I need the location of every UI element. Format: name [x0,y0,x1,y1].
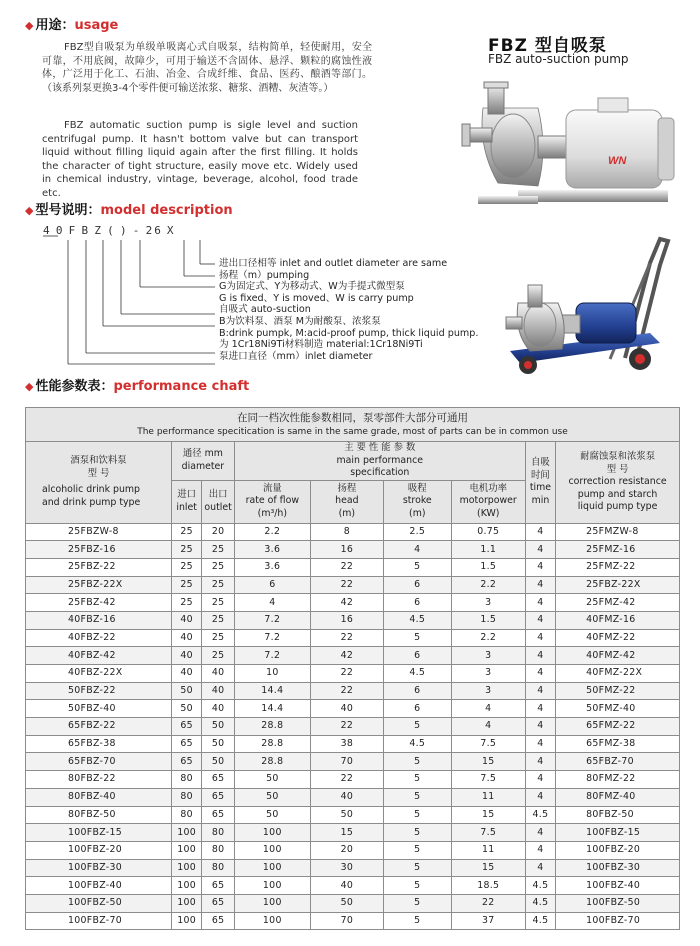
table-cell: 4.5 [525,894,555,912]
table-cell: 100FBZ-15 [26,824,172,842]
table-cell: 4 [525,753,555,771]
usage-heading: ◆ 用途：usage [25,18,119,33]
table-cell: 4 [525,665,555,683]
table-cell: 4 [525,629,555,647]
table-cell: 80FMZ-40 [556,788,680,806]
diamond-bullet-icon: ◆ [25,380,34,393]
table-cell: 4 [525,682,555,700]
table-cell: 50 [234,806,310,824]
table-cell: 16 [310,611,383,629]
table-row [26,682,680,700]
table-row [26,594,680,612]
table-cell: 25FBZ-22X [26,576,172,594]
table-cell: 3 [451,594,525,612]
table-cell: 25 [171,523,201,541]
table-cell: 70 [310,912,383,930]
table-cell: 8 [310,523,383,541]
table-cell: 50 [202,718,234,736]
legend-line: B为饮料泵、酒泵 M为耐酸泵、浓浆泵 [219,315,381,327]
table-cell: 50 [310,894,383,912]
table-cell: 40FBZ-16 [26,611,172,629]
table-cell: 65 [202,912,234,930]
table-cell: 65FBZ-70 [26,753,172,771]
table-cell: 40 [310,788,383,806]
table-row [26,629,680,647]
table-cell: 25FMZ-22 [556,558,680,576]
table-cell: 100FBZ-15 [556,824,680,842]
table-cell: 42 [310,594,383,612]
table-cell: 4 [525,523,555,541]
table-cell: 40FMZ-22X [556,665,680,683]
table-cell: 15 [451,753,525,771]
table-cell: 100 [234,877,310,895]
table-cell: 80 [171,788,201,806]
table-cell: 100 [234,841,310,859]
table-cell: 25 [202,541,234,559]
table-cell: 37 [451,912,525,930]
col-corrosion-type: 耐腐蚀泵和浓浆泵 型 号 correction resistance pump and starch liquid pump type [556,442,680,524]
table-cell: 25FMZ-42 [556,594,680,612]
table-cell: 7.2 [234,647,310,665]
col-drink-type: 酒泵和饮料泵 型 号 alcoholic drink pump and drink pump type [26,442,172,524]
table-cell: 15 [451,859,525,877]
table-cell: 28.8 [234,735,310,753]
table-cell: 40 [310,877,383,895]
table-cell: 10 [234,665,310,683]
table-cell: 4 [525,576,555,594]
table-cell: 11 [451,788,525,806]
table-cell: 100 [234,894,310,912]
table-cell: 5 [383,841,451,859]
table-cell: 50FMZ-22 [556,682,680,700]
legend-line: 自吸式 auto-suction [219,304,311,316]
table-cell: 25FBZ-22 [26,558,172,576]
table-cell: 7.5 [451,824,525,842]
table-cell: 70 [310,753,383,771]
table-cell: 80FBZ-40 [26,788,172,806]
diamond-bullet-icon: ◆ [25,204,34,217]
table-cell: 40 [171,629,201,647]
table-cell: 50 [234,771,310,789]
table-cell: 4 [525,541,555,559]
table-cell: 2.2 [451,576,525,594]
table-cell: 65FMZ-22 [556,718,680,736]
table-cell: 25 [202,611,234,629]
table-cell: 14.4 [234,700,310,718]
table-row [26,806,680,824]
table-cell: 100 [171,877,201,895]
table-cell: 65 [202,788,234,806]
table-cell: 4.5 [525,806,555,824]
table-cell: 0.75 [451,523,525,541]
performance-table [25,407,680,930]
table-row [26,576,680,594]
table-cell: 65FBZ-22 [26,718,172,736]
table-cell: 4 [525,788,555,806]
table-cell: 4 [525,558,555,576]
table-cell: 25FBZ-22X [556,576,680,594]
col-power: 电机功率 motorpower (KW) [451,480,525,523]
table-cell: 4 [451,718,525,736]
table-row [26,912,680,930]
col-stroke: 吸程 stroke (m) [383,480,451,523]
table-cell: 100 [171,894,201,912]
table-cell: 65 [202,877,234,895]
table-cell: 11 [451,841,525,859]
table-cell: 7.2 [234,611,310,629]
table-cell: 100FBZ-50 [26,894,172,912]
table-cell: 40FBZ-42 [26,647,172,665]
table-cell: 65 [202,894,234,912]
table-cell: 40 [202,700,234,718]
table-cell: 6 [383,647,451,665]
table-cell: 22 [310,629,383,647]
table-cell: 4 [525,841,555,859]
table-cell: 5 [383,877,451,895]
table-cell: 16 [310,541,383,559]
table-cell: 3 [451,647,525,665]
legend-line: G is fixed、Y is moved、W is carry pump [219,292,414,304]
table-cell: 25 [202,558,234,576]
table-cell: 100FBZ-20 [26,841,172,859]
table-cell: 4 [525,718,555,736]
table-cell: 7.5 [451,735,525,753]
table-cell: 18.5 [451,877,525,895]
table-cell: 5 [383,558,451,576]
table-cell: 4 [525,859,555,877]
table-cell: 100 [171,841,201,859]
table-cell: 14.4 [234,682,310,700]
col-time: 自吸 时间 time min [525,442,555,524]
table-cell: 25 [171,576,201,594]
table-cell: 1.1 [451,541,525,559]
table-cell: 100FBZ-50 [556,894,680,912]
table-cell: 20 [202,523,234,541]
table-cell: 25FMZW-8 [556,523,680,541]
table-note: 在同一档次性能参数相同，泵零部件大部分可通用 The performance specitication is same in the same grade, most of parts can be in common use [26,408,680,442]
table-cell: 50 [171,700,201,718]
table-cell: 5 [383,859,451,877]
col-head: 扬程 head (m) [310,480,383,523]
table-cell: 40FMZ-42 [556,647,680,665]
table-cell: 5 [383,824,451,842]
table-cell: 100FBZ-40 [556,877,680,895]
table-cell: 25FBZ-16 [26,541,172,559]
table-cell: 6 [383,594,451,612]
table-cell: 100FBZ-40 [26,877,172,895]
table-cell: 100 [234,859,310,877]
mobile-pump-image [500,233,680,383]
table-row [26,877,680,895]
table-cell: 65 [171,735,201,753]
table-cell: 3.6 [234,541,310,559]
table-cell: 4 [234,594,310,612]
table-cell: 40 [171,647,201,665]
table-cell: 40 [310,700,383,718]
table-cell: 28.8 [234,753,310,771]
table-cell: 80 [202,824,234,842]
table-cell: 4 [383,541,451,559]
table-row [26,718,680,736]
table-cell: 5 [383,753,451,771]
table-cell: 20 [310,841,383,859]
table-cell: 7.5 [451,771,525,789]
table-cell: 4.5 [525,912,555,930]
table-cell: 80 [202,859,234,877]
table-cell: 40FMZ-16 [556,611,680,629]
table-cell: 22 [310,682,383,700]
table-cell: 4.5 [525,877,555,895]
col-diameter: 通径 mm diameter [171,442,234,481]
table-cell: 30 [310,859,383,877]
table-cell: 22 [451,894,525,912]
table-row [26,824,680,842]
table-cell: 6 [234,576,310,594]
table-cell: 5 [383,771,451,789]
table-row [26,735,680,753]
legend-line: G为固定式、Y为移动式、W为手提式微型泵 [219,281,405,293]
table-cell: 100 [171,824,201,842]
legend-line: 泵进口直径（mm）inlet diameter [219,350,373,362]
table-cell: 1.5 [451,558,525,576]
table-cell: 100FBZ-70 [26,912,172,930]
model-heading: ◆ 型号说明：model description [25,203,233,218]
table-cell: 40 [171,611,201,629]
table-row [26,841,680,859]
table-cell: 80FBZ-50 [556,806,680,824]
table-row [26,541,680,559]
table-cell: 4 [451,700,525,718]
table-cell: 100FBZ-30 [26,859,172,877]
table-cell: 50 [310,806,383,824]
legend-line: 进出口径相等 inlet and outlet diameter are same [219,258,448,269]
table-row [26,665,680,683]
col-flow: 流量 rate of flow (m³/h) [234,480,310,523]
table-cell: 100FBZ-30 [556,859,680,877]
table-cell: 4 [525,771,555,789]
table-cell: 50 [234,788,310,806]
motor-logo: WN [608,155,627,167]
table-cell: 4 [525,735,555,753]
table-cell: 80 [171,806,201,824]
table-cell: 65FMZ-38 [556,735,680,753]
table-cell: 5 [383,788,451,806]
performance-heading: ◆ 性能参数表：performance chaft [25,379,250,394]
table-cell: 80 [202,841,234,859]
table-cell: 6 [383,700,451,718]
table-cell: 100FBZ-70 [556,912,680,930]
table-cell: 65FBZ-70 [556,753,680,771]
table-cell: 6 [383,576,451,594]
table-cell: 25 [202,594,234,612]
table-cell: 4.5 [383,611,451,629]
table-row [26,788,680,806]
table-cell: 100 [234,912,310,930]
table-cell: 65 [202,806,234,824]
table-cell: 25FBZ-42 [26,594,172,612]
table-cell: 28.8 [234,718,310,736]
table-cell: 22 [310,771,383,789]
table-cell: 42 [310,647,383,665]
table-cell: 5 [383,806,451,824]
table-row [26,611,680,629]
table-cell: 7.2 [234,629,310,647]
legend-line: 扬程（m）pumping [219,269,310,281]
table-cell: 50 [202,735,234,753]
table-cell: 4 [525,700,555,718]
table-cell: 25FBZW-8 [26,523,172,541]
table-cell: 15 [451,806,525,824]
table-cell: 65 [171,753,201,771]
table-cell: 25 [202,576,234,594]
table-row [26,771,680,789]
table-row [26,647,680,665]
table-cell: 65 [202,771,234,789]
table-cell: 5 [383,912,451,930]
table-cell: 25FMZ-16 [556,541,680,559]
table-cell: 22 [310,665,383,683]
table-cell: 4 [525,594,555,612]
legend-line: B:drink pumpk, M:acid-proof pump, thick liquid pump. [219,327,479,339]
table-cell: 4.5 [383,665,451,683]
table-cell: 25 [202,629,234,647]
table-cell: 4 [525,824,555,842]
table-cell: 100 [234,824,310,842]
table-cell: 40FBZ-22 [26,629,172,647]
table-cell: 80 [171,771,201,789]
table-row [26,753,680,771]
product-title-en: FBZ auto-suction pump [488,52,629,66]
table-cell: 100FBZ-20 [556,841,680,859]
table-cell: 50FBZ-22 [26,682,172,700]
legend-line: 为 1Cr18Ni9Ti材料制造 material:1Cr18Ni9Ti [219,339,423,351]
table-cell: 40 [171,665,201,683]
table-row [26,523,680,541]
table-cell: 25 [202,647,234,665]
col-inlet: 进口 inlet [171,480,201,523]
table-cell: 4 [525,647,555,665]
table-row [26,700,680,718]
usage-text-zh: FBZ型自吸泵为单级单吸离心式自吸泵，结构简单，轻使耐用，安全可靠，不用底阀，故障少，可用于输送不含固体、悬浮、颗粒的腐蚀性液体，广泛用于化工、石油、冶金、合成纤维、食品、医药、酿酒等部门。（该系列泵更换3-4个零件便可输送浓浆、糖浆、酒糟、灰渣等。） [42,42,372,94]
table-cell: 40FMZ-22 [556,629,680,647]
table-cell: 65 [171,718,201,736]
table-cell: 3 [451,682,525,700]
table-cell: 5 [383,718,451,736]
table-cell: 1.5 [451,611,525,629]
table-cell: 4.5 [383,735,451,753]
table-cell: 80FMZ-22 [556,771,680,789]
col-outlet: 出口 outlet [202,480,234,523]
table-cell: 6 [383,682,451,700]
table-cell: 4 [525,611,555,629]
table-cell: 5 [383,894,451,912]
table-cell: 80FBZ-22 [26,771,172,789]
table-cell: 38 [310,735,383,753]
table-cell: 50FMZ-40 [556,700,680,718]
table-cell: 3 [451,665,525,683]
table-cell: 22 [310,718,383,736]
table-cell: 50 [171,682,201,700]
table-cell: 25 [171,558,201,576]
fixed-pump-image [458,78,680,218]
table-row [26,558,680,576]
table-cell: 22 [310,558,383,576]
diamond-bullet-icon: ◆ [25,19,34,32]
performance-table-body [26,523,680,930]
table-cell: 2.2 [234,523,310,541]
table-cell: 50 [202,753,234,771]
product-title-zh: FBZ 型自吸泵 [488,36,607,56]
model-legend [219,258,478,362]
table-cell: 25 [171,594,201,612]
table-cell: 5 [383,629,451,647]
table-cell: 40 [202,682,234,700]
table-row [26,894,680,912]
table-cell: 3.6 [234,558,310,576]
table-cell: 80FBZ-50 [26,806,172,824]
table-cell: 50FBZ-40 [26,700,172,718]
table-cell: 15 [310,824,383,842]
table-cell: 65FBZ-38 [26,735,172,753]
table-cell: 2.5 [383,523,451,541]
table-cell: 2.2 [451,629,525,647]
usage-text-en: FBZ automatic suction pump is sigle level and suction centrifugal pump. It hasn't bottom valve but can transport liquid without filling liquid again after the first filling. It holds the character of tight structure, easily move etc. Widely used in chemical industry, vintage, beverage, alcohol, food trade etc. [42,120,358,199]
table-cell: 22 [310,576,383,594]
model-code: 40FBZ()-26 X [43,224,180,237]
table-row [26,859,680,877]
table-cell: 25 [171,541,201,559]
table-cell: 100 [171,912,201,930]
table-cell: 40 [202,665,234,683]
col-main-performance: 主 要 性 能 参 数 main performance specification [234,442,525,481]
table-cell: 40FBZ-22X [26,665,172,683]
table-cell: 100 [171,859,201,877]
